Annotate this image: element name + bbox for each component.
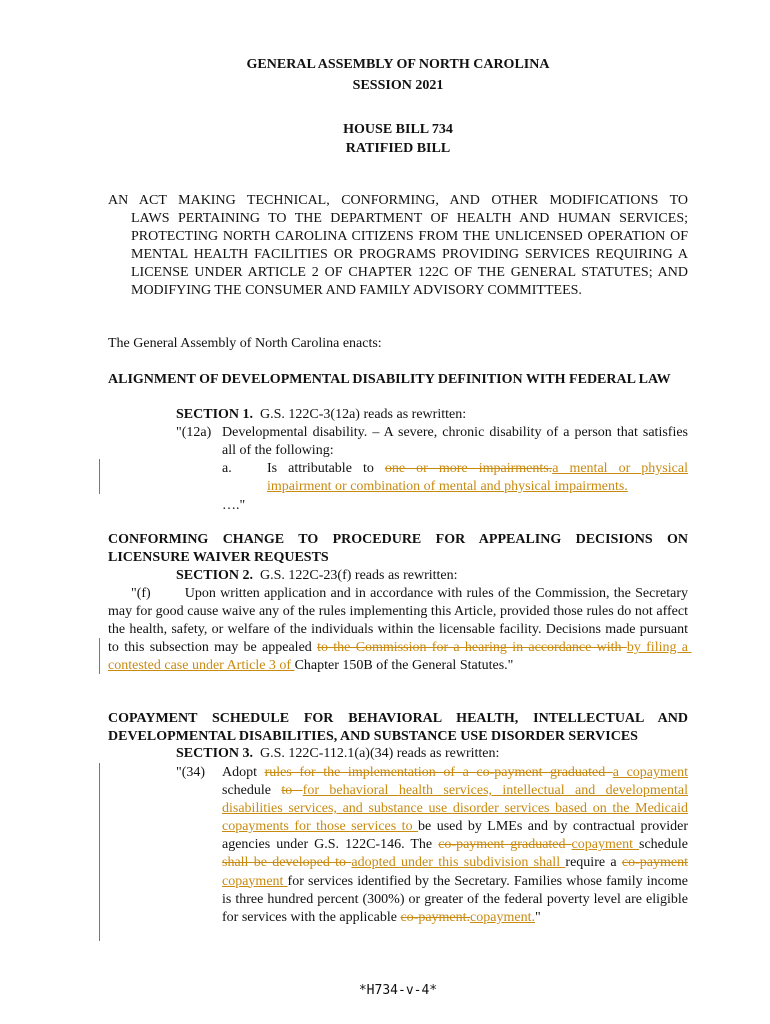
inserted-text: copayment — [222, 873, 288, 889]
section-2-text-end: Chapter 150B of the General Statutes." — [294, 658, 514, 674]
deleted-text: rules for the implementation of a co-payment graduated — [264, 765, 613, 780]
change-bar — [99, 459, 100, 494]
inserted-text: adopted under this subdivision shall — [351, 855, 566, 871]
plain-text: require a — [565, 855, 622, 871]
section-2-text: "(f) Upon written application and in accordance with rules of the Commission, the Secretary may for good cause waive any of the rules implementing this Article, provided those rules do not affect the health, safety, or welfare of the individuals within the licensable facility. Decisions made pursuant to this subsection may be appealed — [108, 586, 692, 656]
plain-text: for services identified by the Secretary. Families whose family income is three hundred percent (300%) or greater of the federal poverty level are eligible for services with the applicable — [222, 873, 689, 925]
deleted-text: co-payment — [621, 855, 689, 871]
ellipsis: …." — [222, 498, 246, 513]
section-2-intro-text: G.S. 122C-23(f) reads as rewritten: — [260, 568, 458, 583]
deleted-text: to the Commission for a hearing in accordance with — [317, 640, 627, 656]
plain-text: " — [534, 909, 541, 925]
item-label: a. — [222, 461, 232, 476]
act-title-lead: AN ACT MAKING TECHNICAL, CONFORMING, AND OTHER MODIFICATIONS TO — [108, 193, 688, 208]
section-3-heading: COPAYMENT SCHEDULE FOR BEHAVIORAL HEALTH, INTELLECTUAL AND DEVELOPMENTAL DISABILITIES, AND SUBSTANCE USE DISORDER SERVICES — [108, 711, 688, 744]
bill-status: RATIFIED BILL — [345, 141, 451, 156]
deleted-text: one or more impairments. — [384, 461, 553, 476]
section-3-intro — [176, 745, 688, 763]
section-3-intro-text: G.S. 122C-112.1(a)(34) reads as rewritten: — [260, 746, 500, 761]
act-title-rest: LAWS PERTAINING TO THE DEPARTMENT OF HEALTH AND HUMAN SERVICES; PROTECTING NORTH CAROLINA CITIZENS FROM THE UNLICENSED OPERATION OF MENTAL HEALTH FACILITIES OR PROGRAMS PROVIDING SERVICES REQUIRING A LICENSE UNDER ARTICLE 2 OF CHAPTER 122C OF THE GENERAL STATUTES; AND MODIFYING THE CONSUMER AND FAMILY ADVISORY COMMITTEES. — [131, 211, 688, 299]
section-2-heading: CONFORMING CHANGE TO PROCEDURE FOR APPEALING DECISIONS ON LICENSURE WAIVER REQUESTS — [108, 532, 688, 565]
deleted-text: co-payment. — [400, 909, 471, 925]
session-title: SESSION 2021 — [352, 78, 444, 93]
inserted-text: copayment — [571, 837, 640, 853]
enacting-clause: The General Assembly of North Carolina enacts: — [108, 336, 382, 351]
section-1-label: SECTION 1. — [176, 407, 254, 422]
section-3-label: SECTION 3. — [176, 746, 254, 761]
subdivision-label: "(12a) — [176, 425, 212, 440]
section-2-body — [108, 585, 692, 675]
bill-number: HOUSE BILL 734 — [343, 122, 453, 137]
act-title — [108, 192, 688, 301]
item-text — [267, 460, 688, 496]
inserted-text: for behavioral health services, intellectual and developmental disabilities services, and substance use disorder services based on the Medicaid copayments for those services to — [222, 783, 689, 835]
section-1-intro-text: G.S. 122C-3(12a) reads as rewritten: — [260, 407, 467, 422]
plain-text: schedule — [222, 783, 282, 799]
change-bar — [99, 763, 100, 941]
inserted-text: by filing a contested case under Article 3 of — [108, 640, 692, 674]
subdivision-text: Developmental disability. – A severe, chronic disability of a person that satisfies all of the following: — [222, 425, 688, 459]
deleted-text: to — [281, 783, 303, 799]
inserted-text: a mental or physical impairment or combination of mental and physical impairments. — [267, 461, 688, 495]
plain-text: Adopt — [222, 765, 265, 780]
plain-text: be used by LMEs and by contractual provider agencies under G.S. 122C-146. The — [222, 819, 688, 853]
deleted-text: shall be developed to — [222, 855, 352, 871]
section-1-intro — [176, 406, 688, 424]
section-2-intro — [176, 567, 688, 585]
item-text-plain: Is attributable to — [267, 461, 385, 476]
plain-text: schedule — [639, 837, 688, 853]
section-1-heading: ALIGNMENT OF DEVELOPMENTAL DISABILITY DEFINITION WITH FEDERAL LAW — [108, 372, 671, 387]
document-footer: *H734-v-4* — [358, 983, 438, 998]
subdivision-34-text — [222, 764, 688, 927]
inserted-text: a copayment — [612, 765, 689, 780]
change-bar — [99, 638, 100, 674]
deleted-text: co-payment graduated — [438, 837, 572, 853]
inserted-text: copayment. — [470, 909, 535, 925]
subdivision-label: "(34) — [176, 765, 206, 780]
section-2-label: SECTION 2. — [176, 568, 254, 583]
assembly-title: GENERAL ASSEMBLY OF NORTH CAROLINA — [246, 57, 550, 72]
